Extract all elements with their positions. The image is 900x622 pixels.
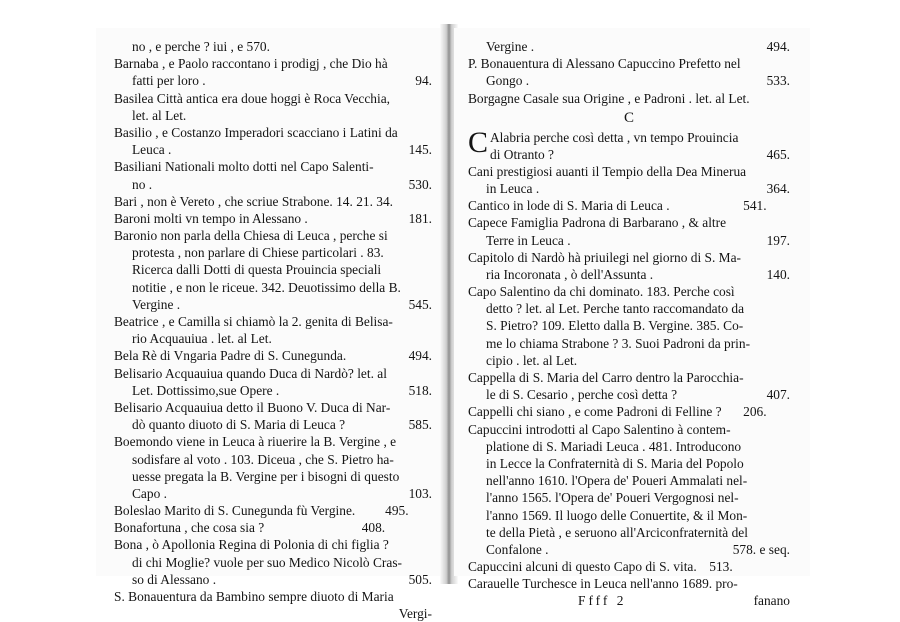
entry-text: in Leuca . — [486, 180, 540, 196]
page-reference: 364. — [766, 180, 790, 196]
index-line — [468, 438, 790, 455]
entry-text: detto ? let. al Let. Perche tanto raccomandato da — [486, 301, 745, 317]
entry-text: Bona , ò Apollonia Regina di Polonia di chi figlia ? — [114, 537, 389, 553]
index-line — [468, 575, 790, 592]
entry-text: Basiliani Nationali molto dotti nel Capo Salenti- — [114, 159, 374, 175]
entry-text: Vergine . — [132, 296, 181, 312]
index-line — [114, 279, 432, 296]
entry-text: Basilio , e Costanzo Imperadori scacciano i Latini da — [114, 124, 398, 140]
page-reference: Vergi- — [398, 606, 432, 622]
index-line — [468, 232, 790, 249]
index-line — [114, 365, 432, 382]
entry-text: ria Incoronata , ò dell'Assunta . — [486, 266, 654, 282]
entry-text: so di Alessano . — [132, 571, 217, 587]
entry-text: Barnaba , e Paolo raccontano i prodigj , che Dio hà — [114, 56, 388, 72]
page-reference: 505. — [408, 571, 432, 587]
page-reference: 140. — [766, 266, 790, 282]
index-line — [468, 214, 790, 231]
index-line — [468, 55, 790, 72]
index-line — [468, 72, 790, 89]
entry-text: Ricerca dalli Dotti di questa Prouincia speciali — [132, 262, 382, 278]
index-line — [468, 558, 790, 575]
entry-text: Cappella di S. Maria del Carro dentro la Parocchia- — [468, 370, 744, 385]
page-reference: 494. — [766, 39, 790, 54]
page-reference: 494. — [408, 348, 432, 364]
index-line — [114, 382, 432, 399]
index-line — [114, 330, 432, 347]
index-line — [114, 485, 432, 502]
entry-text: Terre in Leuca . — [486, 232, 571, 248]
right-index-column — [468, 38, 790, 610]
entry-text: Capuccini alcuni di questo Capo di S. vita. — [468, 559, 697, 575]
catchword: fanano — [753, 593, 790, 609]
entry-text: me lo chiama Strabone ? 3. Suoi Padroni da prin- — [486, 335, 751, 351]
index-line — [114, 124, 432, 141]
page-reference: 103. — [408, 485, 432, 501]
index-line — [468, 455, 790, 472]
index-line — [468, 38, 790, 55]
index-line — [114, 261, 432, 278]
index-line — [114, 72, 432, 89]
index-line — [114, 107, 432, 124]
entry-text: Bari , non è Vereto , che scriue Strabone. 14. 21. 34. — [114, 193, 394, 209]
signature-mark: Ffff 2 — [578, 593, 627, 609]
page-reference: 585. — [408, 417, 432, 433]
index-line — [468, 472, 790, 489]
entry-text: fatti per loro . — [132, 73, 206, 89]
page-reference: 145. — [408, 142, 432, 158]
index-line — [468, 180, 790, 197]
index-line — [114, 38, 432, 55]
index-line — [468, 335, 790, 352]
index-line — [114, 347, 432, 364]
entry-text: let. al Let. — [132, 107, 187, 123]
index-line — [468, 507, 790, 524]
entry-text: S. Bonauentura da Bambino sempre diuoto di Maria — [114, 589, 394, 604]
index-line — [468, 197, 790, 214]
entry-text: protesta , non parlare di Chiese particolari . 83. — [132, 245, 384, 261]
entry-text: Gongo . — [486, 73, 530, 89]
entry-text: Confalone . — [486, 541, 549, 557]
index-line — [468, 317, 790, 334]
entry-text: Capo . — [132, 485, 167, 501]
index-line — [114, 296, 432, 313]
entry-text: rio Acquauiua . let. al Let. — [132, 331, 272, 347]
entry-text: cipio . let. al Let. — [486, 352, 578, 368]
page-reference: 545. — [408, 296, 432, 312]
entry-text: l'anno 1565. l'Opera de' Poueri Vergognosi nel- — [486, 490, 739, 506]
index-line: Alabria perche così detta , vn tempo Prouincia — [490, 129, 739, 145]
page-reference: 181. — [408, 210, 432, 226]
entry-text: Belisario Acquauiua detto il Buono V. Duca di Nar- — [114, 399, 391, 415]
entry-text: di chi Moglie? vuole per suo Medico Nicolò Cras- — [132, 554, 402, 570]
index-line — [114, 536, 432, 553]
entry-text: Bonafortuna , che cosa sia ? — [114, 520, 265, 536]
page-reference: 578. e seq. — [732, 541, 790, 557]
page-reference: 533. — [766, 73, 790, 89]
entry-text: platione di S. Mariadi Leuca . 481. Introducono — [486, 438, 742, 454]
entry-text: te della Pietà , e seruono all'Arciconfraternità del — [486, 524, 748, 540]
index-line — [468, 146, 790, 163]
entry-text: Leuca . — [132, 142, 172, 158]
entry-text: Vergine . — [486, 39, 535, 54]
entry-text: uesse pregata la B. Vergine per i bisogni di questo — [132, 468, 400, 484]
entry-text: Beatrice , e Camilla si chiamò la 2. genita di Belisa- — [114, 314, 393, 329]
left-index-column — [114, 38, 432, 622]
entry-text: l'anno 1569. Il luogo delle Conuertite, & il Mon- — [486, 507, 748, 523]
index-line — [114, 176, 432, 193]
index-line — [114, 55, 432, 72]
entry-text: Boemondo viene in Leuca à riuerire la B. Vergine , e — [114, 434, 397, 450]
right-page — [454, 28, 810, 609]
index-line — [468, 386, 790, 403]
entry-text: no . — [132, 176, 153, 192]
index-line — [114, 141, 432, 158]
index-line — [468, 300, 790, 317]
index-line — [114, 193, 432, 210]
index-line — [468, 524, 790, 541]
page-reference: 495. — [385, 503, 409, 519]
index-line — [468, 352, 790, 369]
entry-text: Bela Rè di Vngaria Padre di S. Cunegunda. — [114, 348, 347, 364]
entry-text: notitie , e non le riceue. 342. Deuotissimo della B. — [132, 279, 401, 295]
entry-text: Baroni molti vn tempo in Alessano . — [114, 210, 308, 226]
page-footer — [468, 592, 790, 609]
entry-text: S. Pietro? 109. Eletto dalla B. Vergine. 385. Co- — [486, 318, 744, 334]
entry-text: sodisfare al voto . 103. Diceua , che S. Pietro ha- — [132, 451, 394, 467]
entry-text: dò quanto diuoto di S. Maria di Leuca ? — [132, 417, 346, 433]
index-line — [114, 416, 432, 433]
index-line — [468, 403, 790, 420]
index-line — [114, 158, 432, 175]
dropcap-entry — [468, 125, 790, 163]
entry-text: Capuccini introdotti al Capo Salentino à contem- — [468, 421, 731, 437]
index-line — [468, 489, 790, 506]
page-reference: 407. — [766, 387, 790, 403]
index-line — [114, 210, 432, 227]
page-reference: 518. — [408, 382, 432, 398]
index-line — [114, 313, 432, 330]
entry-text: Belisario Acquauiua quando Duca di Nardò? let. al — [114, 365, 387, 381]
entry-text: no , e perche ? iui , e 570. — [132, 39, 270, 54]
index-line — [468, 541, 790, 558]
index-line — [114, 433, 432, 450]
page-reference: 94. — [415, 73, 432, 89]
index-line — [468, 369, 790, 386]
dropcap-letter: C — [468, 125, 489, 159]
left-page — [96, 28, 446, 622]
entry-text: Let. Dottissimo,sue Opere . — [132, 382, 280, 398]
entry-text: Cantico in lode di S. Maria di Leuca . — [468, 198, 670, 214]
index-line — [468, 249, 790, 266]
entry-text: le di S. Cesario , perche così detta ? — [486, 387, 678, 403]
entry-text: Cappelli chi siano , e come Padroni di Felline ? — [468, 404, 722, 420]
entry-text: Capo Salentino da chi dominato. 183. Perche così — [468, 284, 735, 300]
page-reference: 530. — [408, 176, 432, 192]
index-line — [114, 468, 432, 485]
index-line — [114, 90, 432, 107]
index-line — [468, 421, 790, 438]
entry-text: Carauelle Turchesce in Leuca nell'anno 1689. pro- — [468, 576, 738, 592]
section-letter: C — [623, 109, 634, 126]
index-line — [114, 451, 432, 468]
entry-text: di Otranto ? — [490, 146, 554, 162]
index-line — [114, 399, 432, 416]
entry-text: Boleslao Marito di S. Cunegunda fù Vergine. — [114, 503, 356, 519]
entry-text: Baronio non parla della Chiesa di Leuca , perche si — [114, 228, 388, 244]
entry-text: Cani prestigiosi auanti il Tempio della Dea Minerua — [468, 163, 747, 179]
index-line — [468, 283, 790, 300]
index-line — [468, 163, 790, 180]
entry-text: Capece Famiglia Padrona di Barbarano , & altre — [468, 215, 727, 231]
index-line — [114, 605, 432, 622]
entry-text: Basilea Città antica era doue hoggi è Roca Vecchia, — [114, 90, 391, 106]
page-reference: 513. — [709, 559, 733, 575]
entry-text: in Lecce la Confraternità di S. Maria del Popolo — [486, 455, 744, 471]
page-reference: 206. — [743, 404, 767, 420]
index-line — [114, 502, 432, 519]
entry-text: nell'anno 1610. l'Opera de' Poueri Ammalati nel- — [486, 473, 748, 489]
index-line — [468, 266, 790, 283]
page-reference: 408. — [361, 520, 386, 536]
index-line — [114, 519, 432, 536]
entry-text: P. Bonauentura di Alessano Capuccino Prefetto nel — [468, 56, 741, 72]
page-reference: 197. — [766, 232, 790, 248]
page-reference: 541. — [743, 198, 767, 214]
page-reference: 465. — [766, 146, 790, 162]
index-line — [114, 554, 432, 571]
entry-text: Capitolo di Nardò hà priuilegi nel giorno di S. Ma- — [468, 249, 741, 265]
index-line — [114, 244, 432, 261]
entry-text: Borgagne Casale sua Origine , e Padroni . let. al Let. — [468, 90, 750, 106]
index-line — [114, 227, 432, 244]
index-line — [114, 588, 432, 605]
index-line — [468, 90, 790, 107]
index-line — [114, 571, 432, 588]
